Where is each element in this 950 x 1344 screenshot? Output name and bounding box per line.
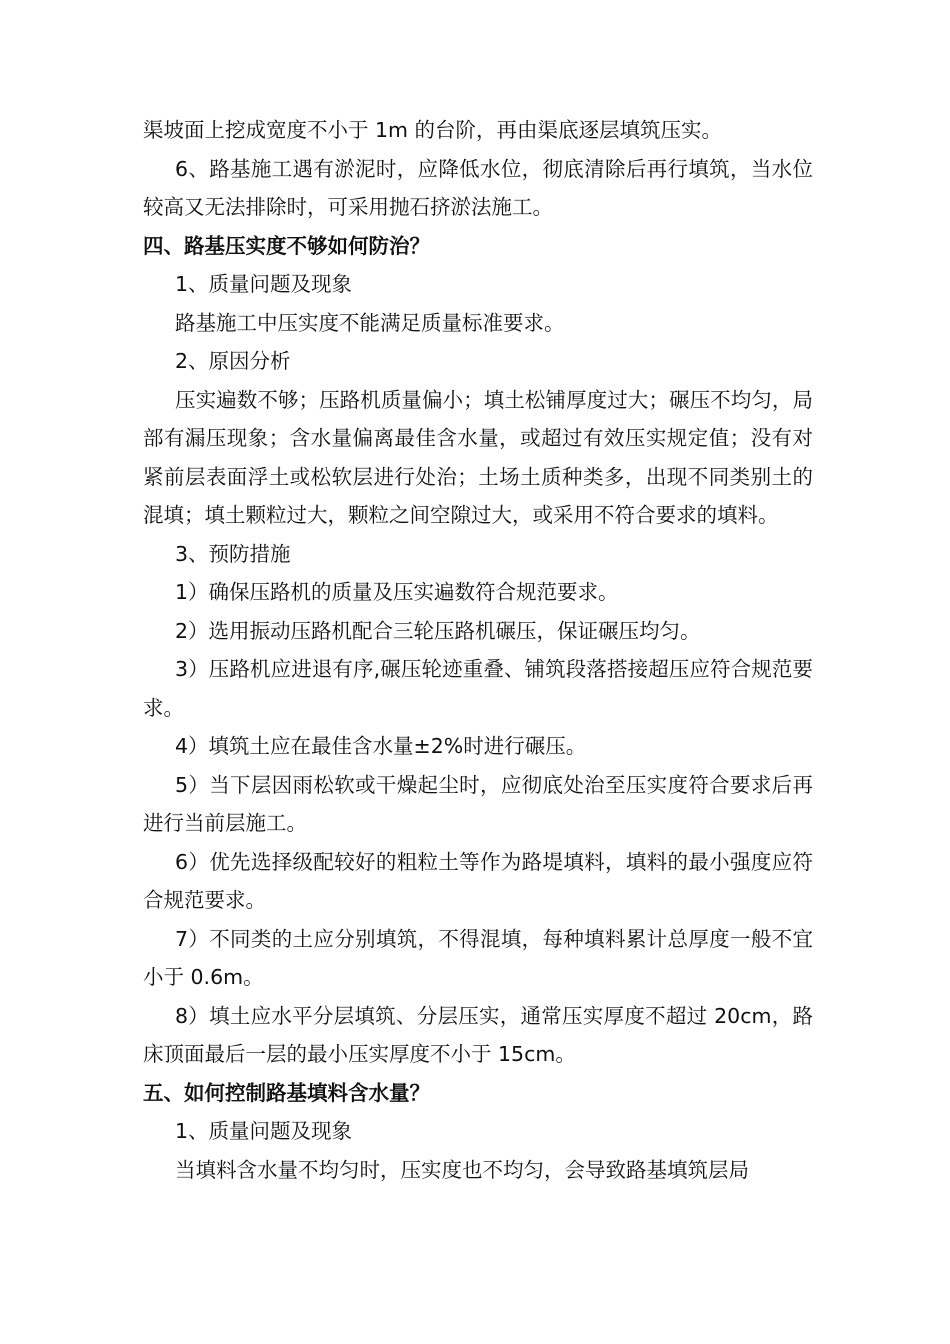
list-item: 4）填筑土应在最佳含水量±2%时进行碾压。 — [175, 734, 587, 758]
subheading: 1、质量问题及现象 — [175, 272, 353, 296]
list-item: 8）填土应水平分层填筑、分层压实，通常压实厚度不超过 20cm，路床顶面最后一层的最小压实厚度不小于 15cm。 — [143, 1003, 813, 1066]
paragraph: 6、路基施工遇有淤泥时，应降低水位，彻底清除后再行填筑，当水位较高又无法排除时，可采用抛石挤淤法施工。 — [143, 156, 813, 219]
paragraph: 当填料含水量不均匀时，压实度也不均匀，会导致路基填筑层局 — [175, 1157, 749, 1182]
list-item: 5）当下层因雨松软或干燥起尘时，应彻底处治至压实度符合要求后再进行当前层施工。 — [143, 772, 813, 835]
section-heading-4: 四、路基压实度不够如何防治？ — [143, 233, 430, 258]
section-heading-5: 五、如何控制路基填料含水量？ — [143, 1080, 430, 1105]
document-body — [143, 111, 813, 1189]
subheading: 1、质量问题及现象 — [175, 1119, 353, 1143]
list-item: 6）优先选择级配较好的粗粒土等作为路堤填料，填料的最小强度应符合规范要求。 — [143, 849, 813, 912]
list-item: 1）确保压路机的质量及压实遍数符合规范要求。 — [175, 580, 619, 604]
list-item: 7）不同类的土应分别填筑，不得混填，每种填料累计总厚度一般不宜小于 0.6m。 — [143, 926, 813, 989]
paragraph: 路基施工中压实度不能满足质量标准要求。 — [175, 310, 565, 335]
subheading: 2、原因分析 — [175, 349, 291, 373]
list-item: 2）选用振动压路机配合三轮压路机碾压，保证碾压均匀。 — [175, 618, 701, 643]
subheading: 3、预防措施 — [175, 541, 291, 566]
paragraph: 压实遍数不够；压路机质量偏小；填土松铺厚度过大；碾压不均匀，局部有漏压现象；含水量偏离最佳含水量，或超过有效压实规定值；没有对紧前层表面浮土或松软层进行处治；土场土质种类多，出现不同类别土的混填；填土颗粒过大，颗粒之间空隙过大，或采用不符合要求的填料。 — [143, 387, 813, 527]
paragraph: 渠坡面上挖成宽度不小于 1m 的台阶，再由渠底逐层填筑压实。 — [143, 118, 723, 142]
list-item: 3）压路机应进退有序,碾压轮迹重叠、铺筑段落搭接超压应符合规范要求。 — [143, 657, 813, 720]
